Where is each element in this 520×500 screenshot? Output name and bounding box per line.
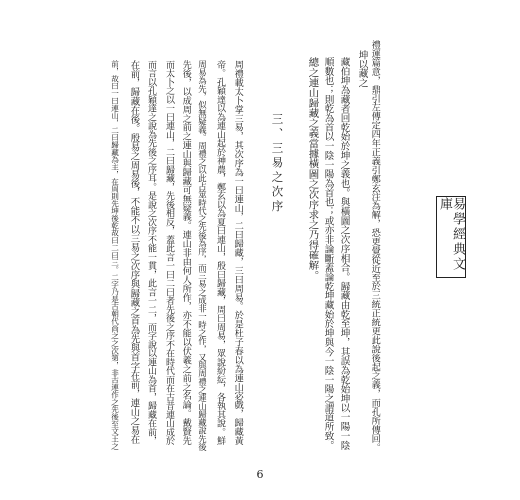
text-column: 先後，以成周之前之連山與歸藏可無疑義。連山非由何人所作，亦不能以伏羲之前之名論。戴賢先 <box>180 60 192 445</box>
section-heading: 三、三易之次序 <box>270 113 285 215</box>
text-column: 而太卜之以一曰連山，二曰歸藏，先後相反，蓋此言一曰二曰者先後之序不在時代而在古昔連山成於 <box>164 60 174 445</box>
text-column: 禮運篇意，鼎引左傳定四年正義引鄭玄注為解，恐更覺從近至於三統正統更此說後起之義，而孔所傳回。 <box>369 40 381 452</box>
text-column: 帝。孔穎達以為連山起於神農，鄭玄以為夏曰連山，殷曰歸藏，周曰周易，眾說紛紜，各執其說。鮮 <box>215 60 225 445</box>
text-column: 前，故曰一曰連山，二曰歸藏為主，在周則先坤後乾故曰二曰三。二字乃是古朝代尚之之次第，非古連作之先後至文王之 <box>110 60 120 450</box>
text-column-subheading: 坤以藏之 <box>356 50 368 88</box>
text-column: 在前，歸藏在後。殷易之周易後，不能不以三易之次序與歸藏之首為先與首字在前，連山之易在 <box>128 60 140 444</box>
series-title: 易學經典文庫 <box>437 197 465 272</box>
text-column: 周易為先，似無疑義。周禮之以此占筮時代之先後為序，而三易之成非一時之作，又與周禮之連山歸藏說先後 <box>197 60 208 451</box>
text-column: 順數也；則乾為首以一陰一陽為首也；或亦非論斷蓋論乾坤藏始於坤與今一陰一陽之謂道所致。 <box>322 57 334 450</box>
text-column: 周禮載太卜掌三易，其次序為一曰連山，二曰歸藏，三曰周易。於是杜子春以為連山宓戲，歸藏黃 <box>232 60 244 445</box>
text-column: 藏伯坤為藏者回乾始於坤之義也。與橫圖之次序相合。歸藏由乾至坤，其誤為乾始坤以一陽一陰 <box>338 57 350 450</box>
text-column: 總之連山歸藏之義當據橫圖之次序求之乃得確解。 <box>306 57 319 281</box>
text-column: 而言以孔穎達之說為先後之序耳。是說之次序不能一貫，此言一二，而字說以連山為首，歸藏在前， <box>146 60 156 445</box>
page-number: 6 <box>256 468 264 481</box>
series-title-box <box>436 196 466 278</box>
